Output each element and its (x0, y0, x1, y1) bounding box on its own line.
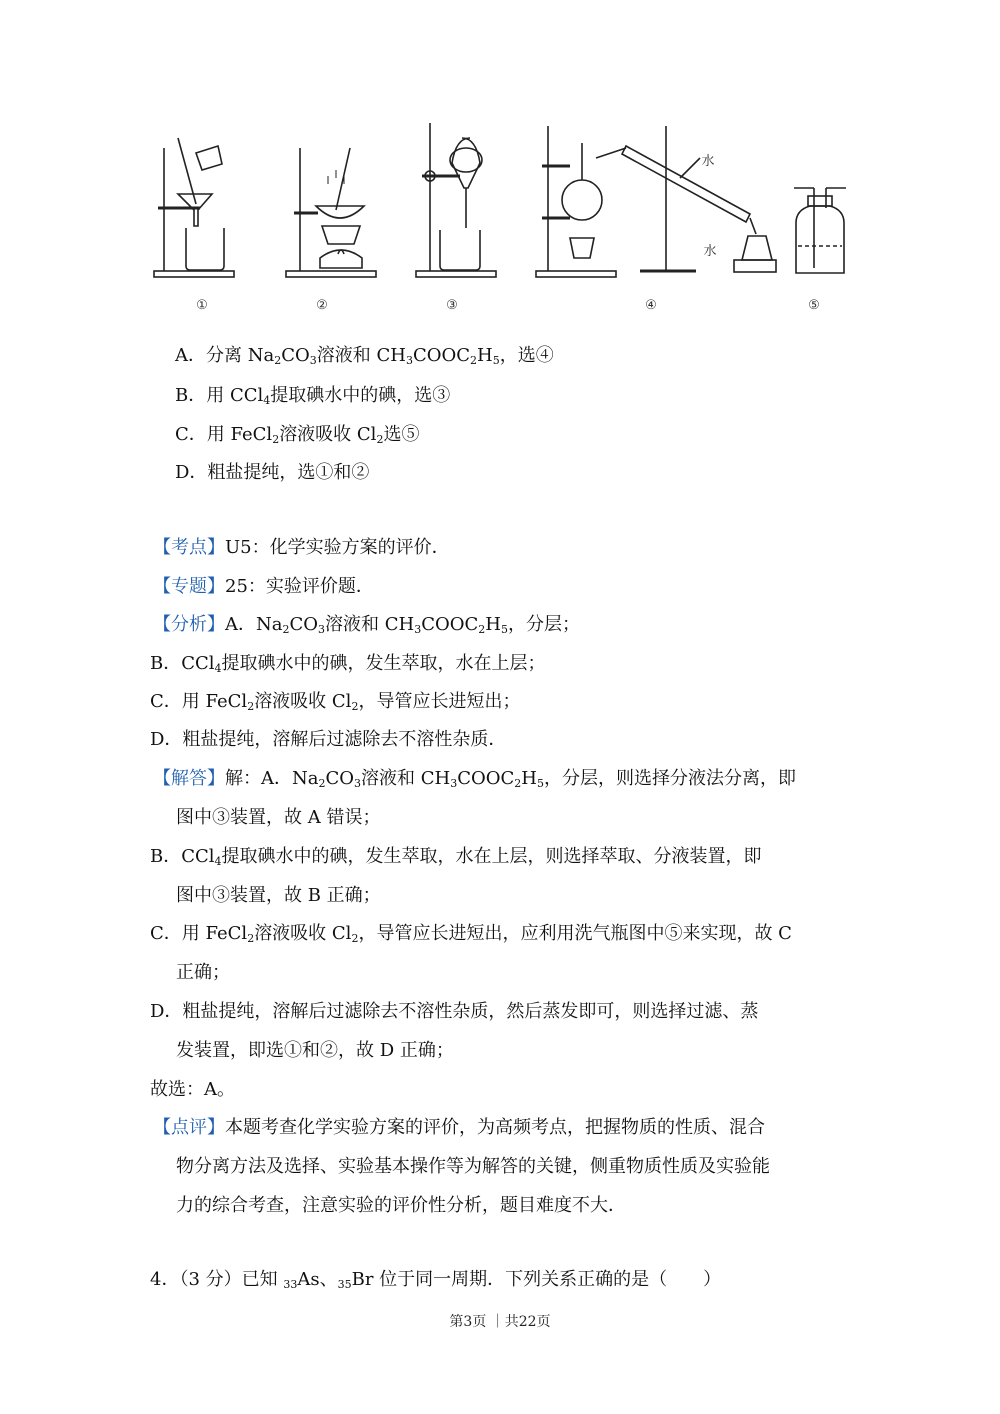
dianping-3: 力的综合考查，注意实验的评价性分析，题目难度不大． (176, 1195, 626, 1216)
fenxi-d: D．粗盐提纯，溶解后过滤除去不溶性杂质． (150, 729, 507, 750)
jieda-c1: C．用 FeCl$_2$溶液吸收 $Cl_2$，导管应长进短出，应利用洗气瓶图中⑤来实现，故 C (150, 923, 792, 945)
option-c: C．用 FeCl$_2$溶液吸收 $Cl_2$选⑤ (175, 424, 420, 446)
jieda-a1: 【解答】解：A．$Na_2CO_3$溶液和 $CH_3COOC_2H_5$，分层，则选择分液法分离，即 (153, 768, 796, 790)
label-water-out: 水 (701, 154, 715, 169)
option-a: A．分离 $Na_2CO_3$溶液和 $CH_3COOC_2H_5$，选④ (175, 345, 554, 367)
label-water-in: 水 (703, 244, 717, 259)
fenxi-tag: 【分析】 (153, 614, 225, 635)
label-1: ① (196, 298, 208, 313)
fenxi-b: B．CCl$_4$提取碘水中的碘，发生萃取，水在上层； (150, 653, 546, 675)
jieda-b2: 图中③装置，故 B 正确； (176, 885, 381, 906)
apparatus-distillation (536, 126, 776, 277)
jieda-a2: 图中③装置，故 A 错误； (176, 807, 381, 828)
zhuanti-tag: 【专题】 (153, 576, 225, 597)
label-5: ⑤ (808, 298, 820, 313)
jieda-c2: 正确； (176, 962, 230, 983)
apparatus-separatory-funnel (416, 123, 496, 277)
apparatus-gas-washing-bottle (794, 188, 846, 273)
dianping-tag: 【点评】 (153, 1117, 225, 1138)
jieda-tag: 【解答】 (153, 768, 225, 789)
jieda-d1: D．粗盐提纯，溶解后过滤除去不溶性杂质，然后蒸发即可，则选择过滤、蒸 (150, 1001, 759, 1022)
option-b: B．用 CCl$_4$提取碘水中的碘，选③ (175, 385, 451, 407)
apparatus-evaporation (286, 148, 376, 277)
jieda-d2: 发装置，即选①和②，故 D 正确； (176, 1040, 454, 1061)
kaodian: 【考点】U5：化学实验方案的评价． (153, 537, 450, 558)
dianping-2: 物分离方法及选择、实验基本操作等为解答的关键，侧重物质性质及实验能 (176, 1156, 770, 1177)
dianping-1: 【点评】本题考查化学实验方案的评价，为高频考点，把握物质的性质、混合 (153, 1117, 765, 1138)
jieda-final: 故选：A。 (150, 1079, 235, 1100)
label-4: ④ (645, 298, 657, 313)
fenxi-c: C．用 FeCl$_2$溶液吸收 $Cl_2$，导管应长进短出； (150, 691, 521, 713)
label-2: ② (316, 298, 328, 313)
apparatus-filtration (154, 138, 234, 277)
question-4: 4．（3 分）已知 $_{33}$As、$_{35}$Br 位于同一周期．下列关系正确的是（ ） (150, 1269, 722, 1291)
apparatus-drawing (150, 118, 870, 318)
fenxi-a: 【分析】A．$Na_2CO_3$溶液和 $CH_3COOC_2H_5$，分层； (153, 614, 580, 636)
jieda-b1: B．CCl$_4$提取碘水中的碘，发生萃取，水在上层，则选择萃取、分液装置，即 (150, 846, 762, 868)
apparatus-figure (150, 118, 870, 318)
page-footer: 第3页 ｜共22页 (449, 1314, 551, 1330)
zhuanti: 【专题】25：实验评价题． (153, 576, 374, 597)
label-3: ③ (446, 298, 458, 313)
kaodian-tag: 【考点】 (153, 537, 225, 558)
option-d: D．粗盐提纯，选①和② (175, 462, 370, 483)
